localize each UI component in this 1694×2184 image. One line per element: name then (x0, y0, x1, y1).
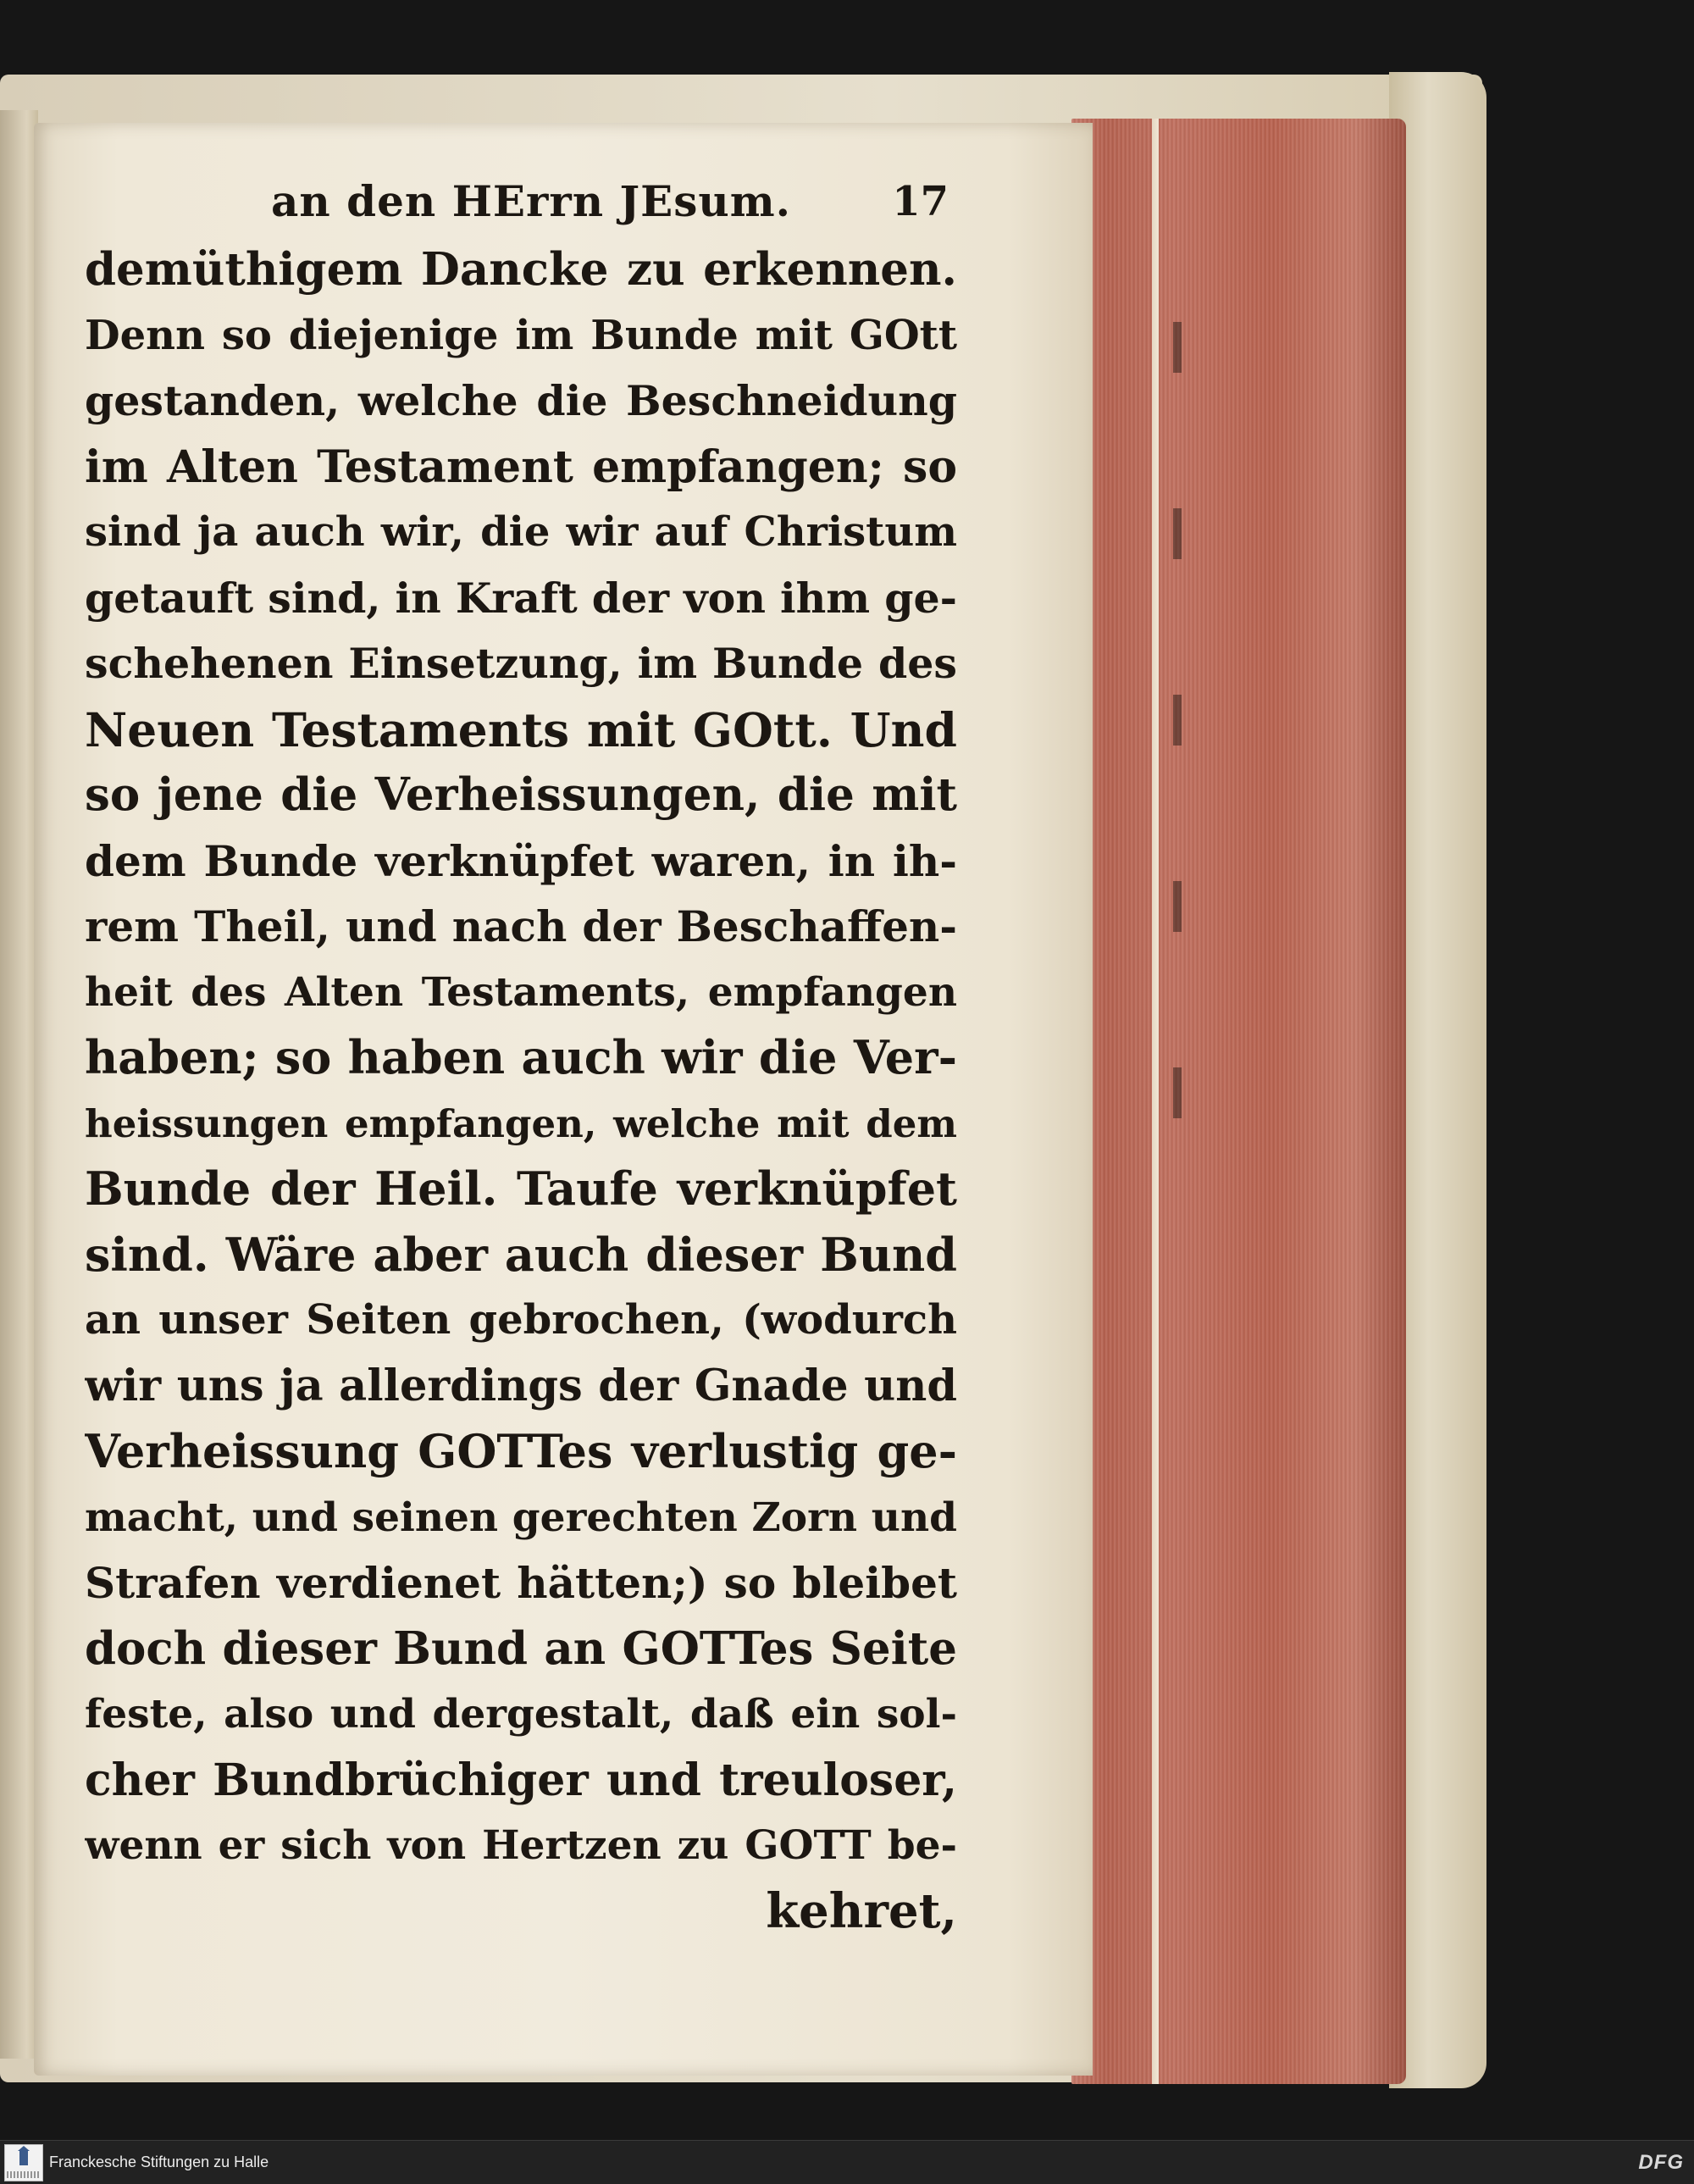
red-page-edges (1071, 119, 1406, 2084)
text-line: Denn so diejenige im Bunde mit GOtt (85, 311, 957, 359)
text-line: Verheissung GOTTes verlustig ge- (85, 1424, 957, 1478)
text-line: Strafen verdienet hätten;) so bleibet (85, 1558, 957, 1608)
text-line: dem Bunde verknüpfet waren, in ih- (85, 835, 957, 886)
text-line: haben; so haben auch wir die Ver- (85, 1030, 957, 1084)
text-line: so jene die Verheissungen, die mit (85, 768, 957, 821)
text-line: macht, und seinen gerechten Zorn und (85, 1494, 957, 1541)
verso-page-edge (0, 110, 38, 2059)
catchword: kehret, (766, 1882, 957, 1939)
text-line: doch dieser Bund an GOTTes Seite (85, 1621, 957, 1675)
text-line: heissungen empfangen, welche mit dem (85, 1100, 957, 1146)
text-line: sind ja auch wir, die wir auf Christum (85, 508, 957, 556)
tower-icon (19, 2150, 28, 2165)
text-line: cher Bundbrüchiger und treuloser, (85, 1754, 957, 1806)
text-line: gestanden, welche die Beschneidung (85, 376, 957, 425)
text-line: Neuen Testaments mit GOtt. Und (85, 701, 957, 757)
page-number: 17 (892, 178, 949, 225)
edge-marks (1173, 322, 1182, 1169)
viewer-footer (0, 2140, 1694, 2184)
institution-name[interactable]: Franckesche Stiftungen zu Halle (49, 2154, 269, 2170)
logo-caption (7, 2171, 41, 2178)
text-line: sind. Wäre aber auch dieser Bund (85, 1227, 957, 1282)
text-line: an unser Seiten gebrochen, (wodurch (85, 1296, 957, 1344)
running-head (85, 169, 957, 237)
text-line: Bunde der Heil. Taufe verknüpfet (85, 1161, 957, 1216)
text-line: heit des Alten Testaments, empfangen (85, 968, 957, 1016)
francke-foundation-logo-icon[interactable] (4, 2144, 43, 2181)
text-line: feste, also und dergestalt, daß ein sol- (85, 1691, 957, 1738)
text-line: wenn er sich von Hertzen zu GOTT be- (85, 1822, 957, 1869)
text-line: rem Theil, und nach der Beschaffen- (85, 901, 957, 951)
text-line: schehenen Einsetzung, im Bunde des (85, 639, 957, 688)
page-text-block (85, 169, 957, 1944)
text-line: demüthigem Dancke zu erkennen. (85, 243, 957, 296)
text-line: im Alten Testament empfangen; so (85, 441, 957, 493)
text-line: wir uns ja allerdings der Gnade und (85, 1360, 957, 1411)
dfg-logo[interactable]: DFG (1638, 2151, 1684, 2174)
text-line: getauft sind, in Kraft der von ihm ge- (85, 573, 957, 623)
running-head-title: an den HErrn JEsum. (271, 176, 792, 226)
